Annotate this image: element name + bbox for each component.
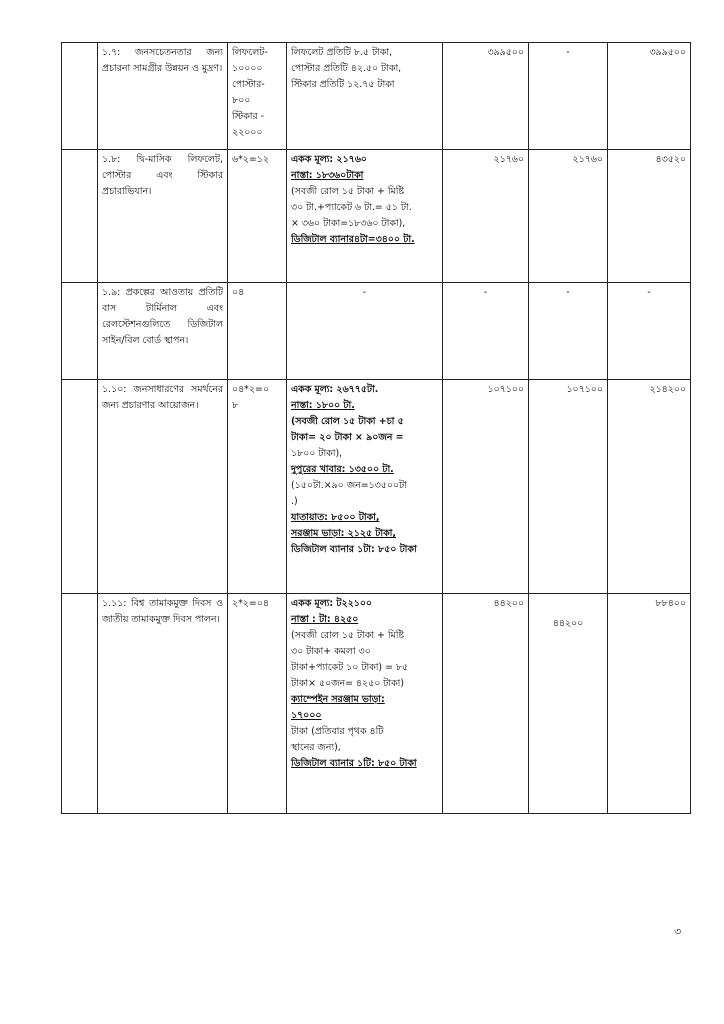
serial-cell <box>62 380 98 594</box>
quantity-line: ৮০০ <box>232 95 251 106</box>
detail-line: লিফলেট প্রতিটি ৮.৫ টাকা, <box>291 47 393 58</box>
detail-cell <box>287 594 443 814</box>
budget-table <box>61 42 691 814</box>
table-row <box>62 283 691 380</box>
detail-line: টাকা+প্যাকেট ১০ টাকা) = ৮৫ <box>291 662 409 673</box>
detail-line: - <box>362 287 367 298</box>
quantity-cell <box>228 150 287 283</box>
detail-line: যাতায়াত: ৮৫০০ টাকা, <box>291 512 380 523</box>
table-row <box>62 150 691 283</box>
amount-cell-1: - <box>443 283 529 380</box>
serial-cell <box>62 43 98 150</box>
quantity-line: ৬*২=১২ <box>232 154 269 165</box>
detail-line: একক মূল্য: ২৬৭৭৫টা. <box>291 384 379 395</box>
amount-cell-1: ৩৯৯৫০০ <box>443 43 529 150</box>
detail-cell <box>287 283 443 380</box>
quantity-line: স্টিকার - <box>232 111 264 122</box>
detail-line: একক মূল্য: ২১৭৬০ <box>291 154 367 165</box>
amount-cell-2: ৪৪২০০ <box>529 594 608 814</box>
detail-line: নাস্তা : টা: ৪২৫০ <box>291 614 359 625</box>
amount-cell-2: ২১৭৬০ <box>529 150 608 283</box>
detail-line: .) <box>291 496 298 507</box>
detail-line: ১৭০০০ <box>291 710 322 721</box>
table-row <box>62 594 691 814</box>
quantity-cell <box>228 380 287 594</box>
detail-line: ক্যাম্পেইন সরঞ্জাম ভাড়া: <box>291 694 385 705</box>
quantity-cell <box>228 283 287 380</box>
detail-line: ডিজিটাল ব্যানার৪টা=৩৪০০ টা. <box>291 234 415 245</box>
amount-cell-3: ৮৮৪০০ <box>608 594 691 814</box>
detail-line: সরঞ্জাম ভাড়া: ২১২৫ টাকা, <box>291 528 396 539</box>
detail-line: টাকা= ২০ টাকা × ৯০জন = <box>291 432 404 443</box>
quantity-cell <box>228 594 287 814</box>
activity-cell: ১.৮: দ্বি-মাসিক লিফলেট, পোস্টার এবং স্টিকার প্রচারাভিযান। <box>98 150 228 283</box>
detail-cell <box>287 43 443 150</box>
detail-line: স্থানের জন্য), <box>291 742 341 753</box>
detail-line: ৩০ টাকা+ কমলা ৩০ <box>291 646 371 657</box>
quantity-line: পোস্টার- <box>232 79 265 90</box>
detail-line: টাকা (প্রতিবার পৃথক ৪টি <box>291 726 384 737</box>
quantity-line: ৮ <box>232 400 239 411</box>
quantity-line: ২*২=০৪ <box>232 598 269 609</box>
detail-cell <box>287 380 443 594</box>
amount-cell-2: - <box>529 43 608 150</box>
amount-cell-2: ১০৭১০০ <box>529 380 608 594</box>
serial-cell <box>62 594 98 814</box>
detail-line: ডিজিটাল ব্যানার ১টি: ৮৫০ টাকা <box>291 758 417 769</box>
amount-cell-3: ৩৯৯৫০০ <box>608 43 691 150</box>
serial-cell <box>62 283 98 380</box>
detail-line: (সবজী রোল ১৫ টাকা +চা ৫ <box>291 416 404 427</box>
detail-line: একক মূল্য: ট২২১০০ <box>291 598 373 609</box>
detail-line: (সবজী রোল ১৫ টাকা + মিষ্টি <box>291 630 405 641</box>
detail-line: টাকা× ৫০জন= ৪২৫০ টাকা) <box>291 678 405 689</box>
table-row <box>62 43 691 150</box>
quantity-line: ২২০০০ <box>232 127 263 138</box>
detail-line: ১৮০০ টাকা), <box>291 448 343 459</box>
table-row <box>62 380 691 594</box>
detail-line: ৩০ টা.+প্যাকেট ৬ টা.= ৫১ টা. <box>291 202 412 213</box>
detail-line: × ৩৬০ টাকা=১৮৩৬০ টাকা), <box>291 218 406 229</box>
detail-line: দুপুরের খাবার: ১৩৫০০ টা. <box>291 464 394 475</box>
detail-line: স্টিকার প্রতিটি ১২.৭৫ টাকা <box>291 79 395 90</box>
quantity-line: ০৪*২=০ <box>232 384 269 395</box>
quantity-line: লিফলেট- <box>232 47 268 58</box>
quantity-line: ১০০০০ <box>232 63 263 74</box>
detail-cell <box>287 150 443 283</box>
detail-line: (সবজী রোল ১৫ টাকা + মিষ্টি <box>291 186 405 197</box>
amount-cell-3: ৪৩৫২০ <box>608 150 691 283</box>
detail-line: পোস্টার প্রতিটি ৪২.৫০ টাকা, <box>291 63 402 74</box>
activity-cell: ১.১০: জনসাধারণের সমর্থনের জন্য প্রচারণার আয়োজন। <box>98 380 228 594</box>
quantity-cell <box>228 43 287 150</box>
detail-line: ডিজিটাল ব্যানার ১টা: ৮৫০ টাকা <box>291 544 417 555</box>
amount-cell-1: ৪৪২০০ <box>443 594 529 814</box>
detail-line: নাস্তা: ১৮৩৬০টাকা <box>291 170 364 181</box>
activity-cell: ১.৭: জনসচেতনতার জন্য প্রচারনা সামগ্রীর উন্নয়ন ও মুদ্রণ। <box>98 43 228 150</box>
amount-cell-3: - <box>608 283 691 380</box>
amount-cell-3: ২১৪২০০ <box>608 380 691 594</box>
amount-cell-1: ১০৭১০০ <box>443 380 529 594</box>
quantity-line: ০৪ <box>232 287 245 298</box>
detail-line: নাস্তা: ১৮০০ টা. <box>291 400 355 411</box>
detail-line: (১৫০টা.×৯০ জন=১৩৫০০টা <box>291 480 407 491</box>
activity-cell: ১.৯: প্রকল্পের আওতায় প্রতিটি বাস টার্মিনাল এবং রেলস্টেশনগুলিতে ডিজিটাল সাইন/বিল বোর্ড স্থাপন। <box>98 283 228 380</box>
page-number: ৩ <box>674 925 682 938</box>
serial-cell <box>62 150 98 283</box>
amount-cell-2: - <box>529 283 608 380</box>
amount-cell-1: ২১৭৬০ <box>443 150 529 283</box>
activity-cell: ১.১১: বিশ্ব তামাকমুক্ত দিবস ও জাতীয় তামাকমুক্ত দিবস পালন। <box>98 594 228 814</box>
